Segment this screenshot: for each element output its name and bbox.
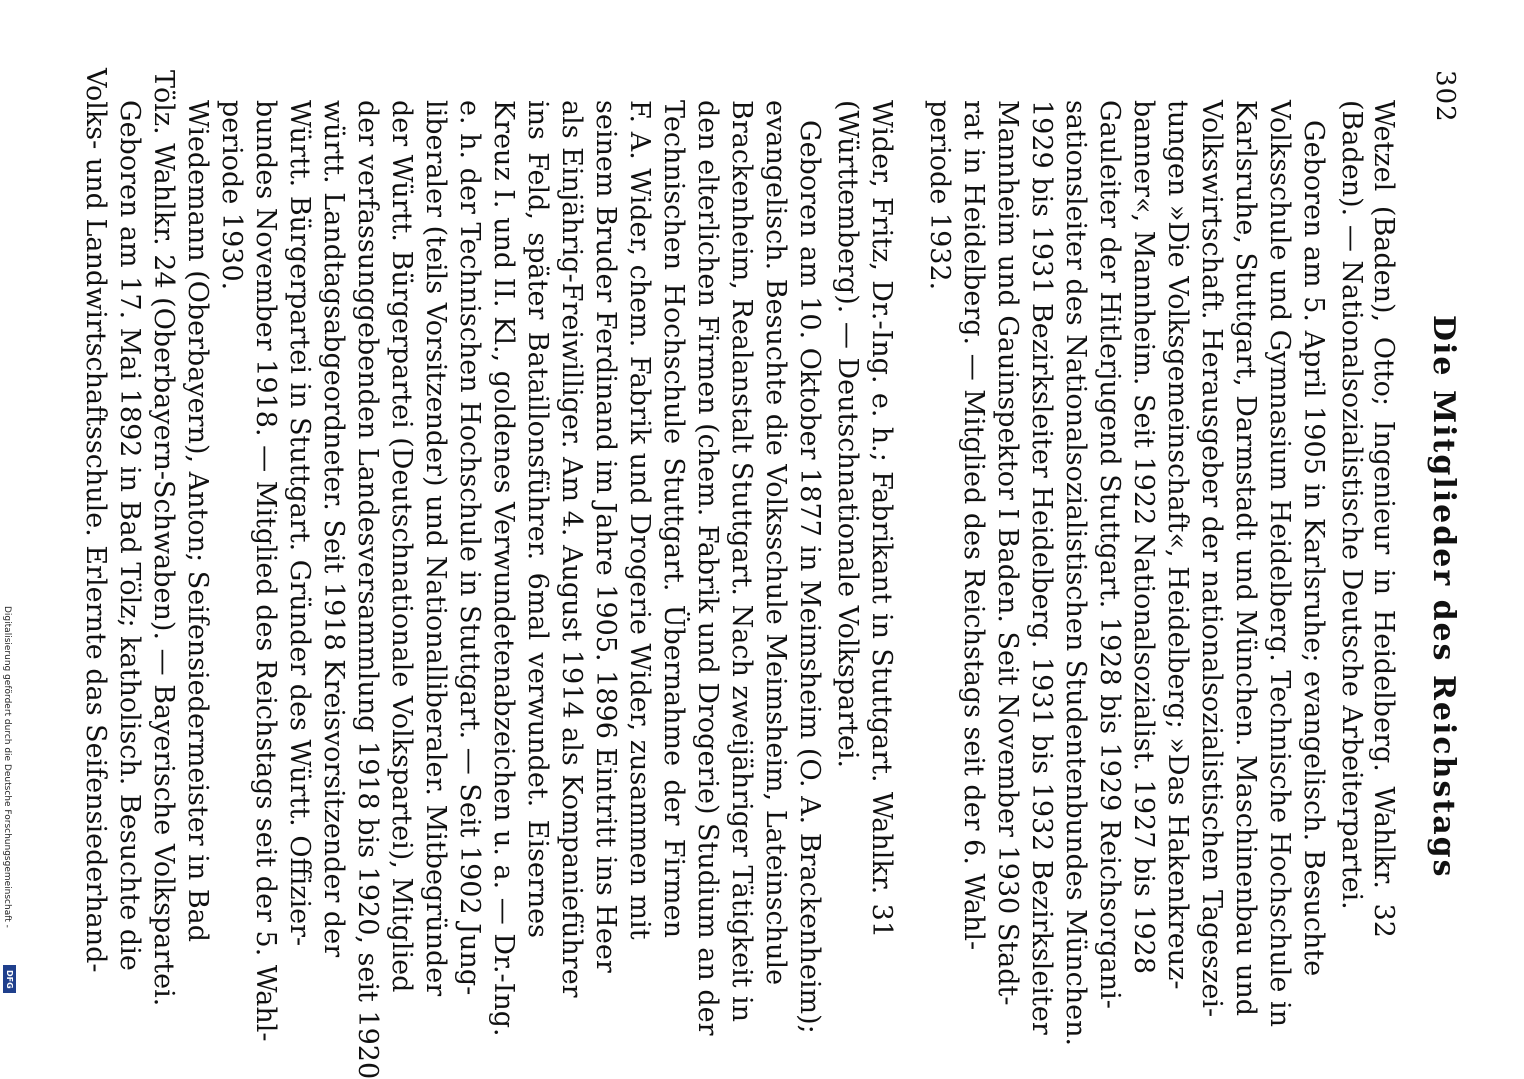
digitization-sidebar xyxy=(2,0,16,1000)
entry-line: Kreuz I. und II. Kl., goldenes Verwundetenabzeichen u. a. — Dr.-Ing. xyxy=(488,100,519,1037)
page-number: 302 xyxy=(1430,70,1460,123)
entry-line: Volks- und Landwirtschaftsschule. Erlernte das Seifensiederhand- xyxy=(80,68,111,973)
entry-line: Karlsruhe, Stuttgart, Darmstadt und München. Maschinenbau und xyxy=(1230,100,1261,1017)
entry-line: württ. Landtagsabgeordneter. Seit 1918 Kreisvorsitzender der xyxy=(318,100,349,958)
entry-line: periode 1932. xyxy=(924,100,955,291)
entry-line: ins Feld, später Bataillonsführer. 6mal verwundet. Eisernes xyxy=(522,100,553,938)
entry-line: Volksschule und Gymnasium Heidelberg. Technische Hochschule in xyxy=(1264,100,1295,1028)
entry-line: tungen »Die Volksgemeinschaft«, Heidelberg; »Das Hakenkreuz- xyxy=(1162,100,1193,990)
entry-line: der Württ. Bürgerpartei (Deutschnationale Volkspartei), Mitglied xyxy=(386,100,417,993)
entry-line: Wiedemann (Oberbayern), Anton; Seifensiedermeister in Bad xyxy=(182,100,213,943)
entry-line: e. h. der Technischen Hochschule in Stuttgart. — Seit 1902 Jung- xyxy=(454,100,485,996)
entry-line: Tölz. Wahlkr. 24 (Oberbayern-Schwaben). — Bayerische Volkspartei. xyxy=(148,70,179,1007)
entry-line: liberaler (teils Vorsitzender) und Nationalliberaler. Mitbegründer xyxy=(420,100,451,997)
entry-line: (Baden). — Nationalsozialistische Deutsche Arbeiterpartei. xyxy=(1336,100,1367,910)
entry-line: Geboren am 5. April 1905 in Karlsruhe; evangelisch. Besuchte xyxy=(1298,120,1329,977)
entry-line: Geboren am 17. Mai 1892 in Bad Tölz; katholisch. Besuchte die xyxy=(114,100,145,971)
entry-line: Brackenheim, Realanstalt Stuttgart. Nach zweijähriger Tätigkeit in xyxy=(726,100,757,1023)
entry-line: rat in Heidelberg. — Mitglied des Reichstags seit der 6. Wahl- xyxy=(958,100,989,951)
entry-line: der verfassunggebenden Landesversammlung 1918 bis 1920, seit 1920 xyxy=(352,100,383,1079)
dfg-logo: DFG xyxy=(3,965,16,993)
entry-line: Wider, Fritz, Dr.-Ing. e. h.; Fabrikant in Stuttgart. Wahlkr. 31 xyxy=(866,100,897,938)
entry-line: Gauleiter der Hitlerjugend Stuttgart. 1928 bis 1929 Reichsorgani- xyxy=(1094,100,1125,1009)
entry-line: Geboren am 10. Oktober 1877 in Meimsheim (O. A. Brackenheim); xyxy=(794,120,825,1034)
entry-line: F. A. Wider, chem. Fabrik und Drogerie Wider, zusammen mit xyxy=(624,100,655,940)
entry-line: banner«, Mannheim. Seit 1922 Nationalsozialist. 1927 bis 1928 xyxy=(1128,100,1159,975)
entry-line: Mannheim und Gauinspektor I Baden. Seit November 1930 Stadt- xyxy=(992,100,1023,1006)
entry-line: evangelisch. Besuchte die Volksschule Meimsheim, Lateinschule xyxy=(760,100,791,986)
entry-line: bundes November 1918. — Mitglied des Reichstags seit der 5. Wahl- xyxy=(250,100,281,1042)
entry-line: sationsleiter des Nationalsozialistischen Studentenbundes München. xyxy=(1060,100,1091,1047)
entry-line: periode 1930. xyxy=(216,100,247,291)
entry-line: seinem Bruder Ferdinand im Jahre 1905. 1896 Eintritt ins Heer xyxy=(590,100,621,973)
entry-line: als Einjährig-Freiwilliger. Am 4. August 1914 als Kompanieführer xyxy=(556,100,587,998)
digitization-note: Digitalisierung gefördert durch die Deutsche Forschungsgemeinschaft - xyxy=(2,606,12,928)
running-title: Die Mitglieder des Reichstags xyxy=(1426,315,1461,879)
entry-line: Wetzel (Baden), Otto; Ingenieur in Heidelberg. Wahlkr. 32 xyxy=(1368,100,1399,938)
entry-line: Württ. Bürgerpartei in Stuttgart. Gründer des Württ. Offizier- xyxy=(284,100,315,947)
entry-line: Volkswirtschaft. Herausgeber der nationalsozialistischen Tageszei- xyxy=(1196,100,1227,1018)
entry-line: (Württemberg). — Deutschnationale Volkspartei. xyxy=(832,100,863,769)
entry-line: 1929 bis 1931 Bezirksleiter Heidelberg. 1931 bis 1932 Bezirksleiter xyxy=(1026,100,1057,1035)
entry-line: Technischen Hochschule Stuttgart. Übernahme der Firmen xyxy=(658,100,689,938)
entry-line: den elterlichen Firmen (chem. Fabrik und Drogerie) Studium an der xyxy=(692,100,723,1036)
